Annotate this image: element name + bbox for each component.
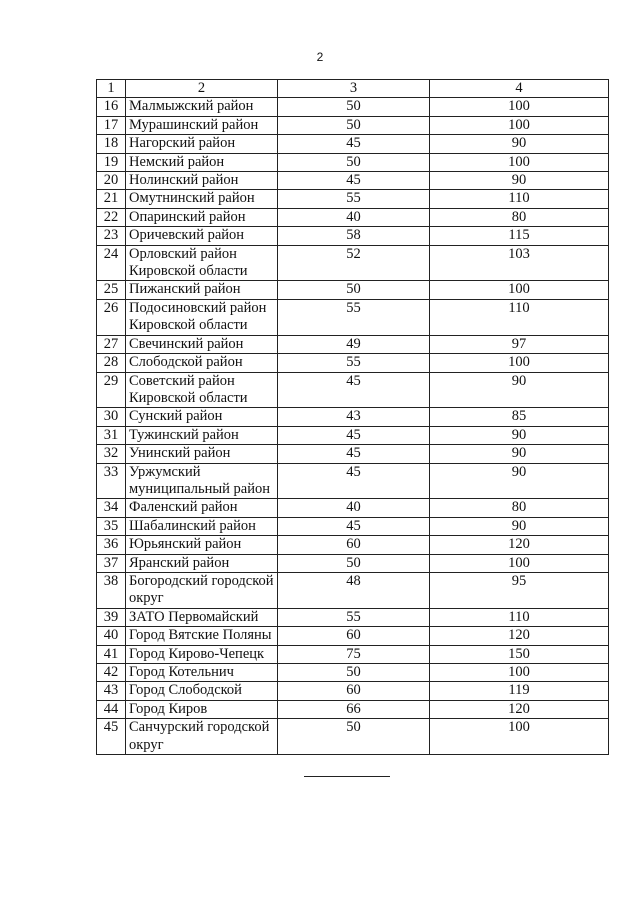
row-number: 29	[97, 372, 126, 408]
district-name: Уржумский муниципальный район	[126, 463, 278, 499]
column-4-value: 100	[430, 281, 609, 299]
column-3-value: 45	[278, 445, 430, 463]
row-number: 36	[97, 536, 126, 554]
column-4-value: 90	[430, 517, 609, 535]
district-name: Свечинский район	[126, 335, 278, 353]
table-row	[97, 299, 609, 335]
table-row	[97, 426, 609, 444]
district-name: Малмыжский район	[126, 98, 278, 116]
row-number: 20	[97, 172, 126, 190]
row-number: 18	[97, 135, 126, 153]
column-3-value: 58	[278, 227, 430, 245]
column-4-value: 110	[430, 299, 609, 335]
column-4-value: 90	[430, 135, 609, 153]
column-4-value: 120	[430, 627, 609, 645]
row-number: 42	[97, 664, 126, 682]
column-4-value: 97	[430, 335, 609, 353]
column-4-value: 110	[430, 608, 609, 626]
table-body	[97, 98, 609, 755]
table-row	[97, 208, 609, 226]
table-row	[97, 445, 609, 463]
column-4-value: 100	[430, 719, 609, 755]
table-row	[97, 98, 609, 116]
district-name: ЗАТО Первомайский	[126, 608, 278, 626]
table-row	[97, 608, 609, 626]
row-number: 25	[97, 281, 126, 299]
district-name: Город Киров	[126, 700, 278, 718]
table-row	[97, 682, 609, 700]
table-row	[97, 554, 609, 572]
column-header: 3	[278, 80, 430, 98]
row-number: 26	[97, 299, 126, 335]
district-name: Унинский район	[126, 445, 278, 463]
column-3-value: 55	[278, 299, 430, 335]
column-3-value: 45	[278, 426, 430, 444]
page-number: 2	[316, 50, 324, 64]
row-number: 43	[97, 682, 126, 700]
column-3-value: 50	[278, 116, 430, 134]
table-row	[97, 463, 609, 499]
row-number: 31	[97, 426, 126, 444]
row-number: 23	[97, 227, 126, 245]
table-row	[97, 645, 609, 663]
column-header: 2	[126, 80, 278, 98]
table-row	[97, 627, 609, 645]
column-4-value: 100	[430, 116, 609, 134]
district-name: Город Кирово-Чепецк	[126, 645, 278, 663]
closing-line	[304, 776, 390, 777]
column-4-value: 90	[430, 445, 609, 463]
column-4-value: 85	[430, 408, 609, 426]
district-name: Юрьянский район	[126, 536, 278, 554]
column-3-value: 55	[278, 190, 430, 208]
table-row	[97, 116, 609, 134]
district-name: Город Вятские Поляны	[126, 627, 278, 645]
column-3-value: 55	[278, 354, 430, 372]
table-row	[97, 572, 609, 608]
row-number: 34	[97, 499, 126, 517]
table-row	[97, 172, 609, 190]
district-name: Нагорский район	[126, 135, 278, 153]
column-4-value: 100	[430, 664, 609, 682]
column-4-value: 110	[430, 190, 609, 208]
column-4-value: 90	[430, 426, 609, 444]
row-number: 40	[97, 627, 126, 645]
district-name: Яранский район	[126, 554, 278, 572]
column-3-value: 45	[278, 172, 430, 190]
district-name: Фаленский район	[126, 499, 278, 517]
row-number: 28	[97, 354, 126, 372]
column-4-value: 100	[430, 98, 609, 116]
column-4-value: 115	[430, 227, 609, 245]
column-4-value: 100	[430, 554, 609, 572]
district-name: Тужинский район	[126, 426, 278, 444]
column-4-value: 80	[430, 208, 609, 226]
column-4-value: 119	[430, 682, 609, 700]
table-row	[97, 499, 609, 517]
district-name: Богородский городской округ	[126, 572, 278, 608]
table-row	[97, 354, 609, 372]
table-row	[97, 245, 609, 281]
district-name: Опаринский район	[126, 208, 278, 226]
column-3-value: 40	[278, 499, 430, 517]
column-3-value: 45	[278, 372, 430, 408]
table-row	[97, 135, 609, 153]
row-number: 38	[97, 572, 126, 608]
data-table	[96, 79, 609, 755]
column-3-value: 45	[278, 517, 430, 535]
column-3-value: 40	[278, 208, 430, 226]
table-row	[97, 700, 609, 718]
row-number: 41	[97, 645, 126, 663]
column-3-value: 52	[278, 245, 430, 281]
table-row	[97, 719, 609, 755]
district-name: Город Слободской	[126, 682, 278, 700]
row-number: 21	[97, 190, 126, 208]
district-name: Мурашинский район	[126, 116, 278, 134]
column-4-value: 90	[430, 372, 609, 408]
column-4-value: 95	[430, 572, 609, 608]
column-3-value: 45	[278, 135, 430, 153]
column-4-value: 100	[430, 153, 609, 171]
table-row	[97, 153, 609, 171]
district-name: Город Котельнич	[126, 664, 278, 682]
row-number: 45	[97, 719, 126, 755]
column-3-value: 50	[278, 554, 430, 572]
column-3-value: 50	[278, 98, 430, 116]
district-name: Слободской район	[126, 354, 278, 372]
row-number: 24	[97, 245, 126, 281]
column-4-value: 120	[430, 700, 609, 718]
column-3-value: 60	[278, 682, 430, 700]
row-number: 19	[97, 153, 126, 171]
district-name: Санчурский городской округ	[126, 719, 278, 755]
column-3-value: 75	[278, 645, 430, 663]
column-3-value: 49	[278, 335, 430, 353]
row-number: 33	[97, 463, 126, 499]
district-name: Оричевский район	[126, 227, 278, 245]
column-4-value: 103	[430, 245, 609, 281]
district-name: Омутнинский район	[126, 190, 278, 208]
column-header: 1	[97, 80, 126, 98]
column-3-value: 50	[278, 664, 430, 682]
district-name: Шабалинский район	[126, 517, 278, 535]
column-4-value: 80	[430, 499, 609, 517]
column-4-value: 150	[430, 645, 609, 663]
column-4-value: 90	[430, 172, 609, 190]
column-3-value: 55	[278, 608, 430, 626]
row-number: 30	[97, 408, 126, 426]
table-row	[97, 536, 609, 554]
column-3-value: 48	[278, 572, 430, 608]
row-number: 35	[97, 517, 126, 535]
column-4-value: 90	[430, 463, 609, 499]
district-name: Немский район	[126, 153, 278, 171]
column-3-value: 43	[278, 408, 430, 426]
district-name: Сунский район	[126, 408, 278, 426]
row-number: 32	[97, 445, 126, 463]
row-number: 27	[97, 335, 126, 353]
table-row	[97, 664, 609, 682]
district-name: Пижанский район	[126, 281, 278, 299]
row-number: 22	[97, 208, 126, 226]
table-row	[97, 517, 609, 535]
district-name: Подосиновский район Кировской области	[126, 299, 278, 335]
table-row	[97, 372, 609, 408]
column-3-value: 60	[278, 536, 430, 554]
column-header: 4	[430, 80, 609, 98]
district-name: Советский район Кировской области	[126, 372, 278, 408]
table-row	[97, 335, 609, 353]
column-4-value: 100	[430, 354, 609, 372]
table-row	[97, 190, 609, 208]
district-name: Нолинский район	[126, 172, 278, 190]
row-number: 16	[97, 98, 126, 116]
column-3-value: 66	[278, 700, 430, 718]
column-3-value: 60	[278, 627, 430, 645]
table-header-row	[97, 80, 609, 98]
table-row	[97, 227, 609, 245]
column-3-value: 50	[278, 153, 430, 171]
column-3-value: 50	[278, 281, 430, 299]
table-row	[97, 408, 609, 426]
district-name: Орловский район Кировской области	[126, 245, 278, 281]
column-3-value: 50	[278, 719, 430, 755]
row-number: 17	[97, 116, 126, 134]
row-number: 37	[97, 554, 126, 572]
row-number: 44	[97, 700, 126, 718]
table-row	[97, 281, 609, 299]
column-4-value: 120	[430, 536, 609, 554]
row-number: 39	[97, 608, 126, 626]
column-3-value: 45	[278, 463, 430, 499]
